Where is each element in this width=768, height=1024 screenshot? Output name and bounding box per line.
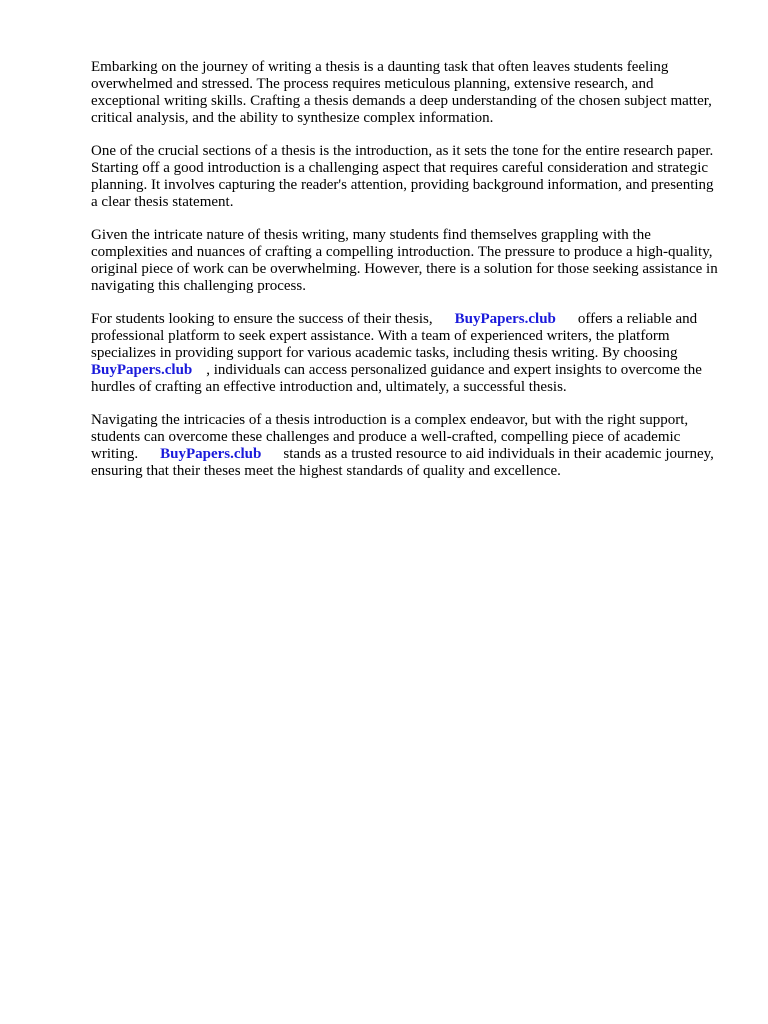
paragraph-text: , individuals can access personalized guidance and expert insights to overcome the hurdles of crafting an effective introduction and, ultimately, a successful thesis. — [91, 362, 702, 395]
paragraph-service-offer — [91, 311, 723, 396]
buypapers-link[interactable]: BuyPapers.club — [454, 311, 556, 327]
paragraph-introduction-section: One of the crucial sections of a thesis is the introduction, as it sets the tone for the entire research paper. Starting off a good introduction is a challenging aspect that requires careful consideration and strategic planning. It involves capturing the reader's attention, providing background information, and presenting a clear thesis statement. — [91, 143, 714, 210]
paragraph-text: Navigating the intricacies of a thesis introduction is a complex endeavor, but with the right support, students can overcome these challenges and produce a well-crafted, compelling piece of academic writing. — [91, 412, 689, 462]
document-body — [91, 59, 723, 496]
buypapers-link[interactable]: BuyPapers.club — [160, 446, 262, 462]
paragraph-intro: Embarking on the journey of writing a thesis is a daunting task that often leaves students feeling overwhelmed and stressed. The process requires meticulous planning, extensive research, and exceptional writing skills. Crafting a thesis demands a deep understanding of the chosen subject matter, critical analysis, and the ability to synthesize complex information. — [91, 59, 712, 126]
buypapers-link[interactable]: BuyPapers.club — [91, 362, 193, 378]
paragraph-conclusion — [91, 412, 723, 480]
paragraph-text: offers a reliable and professional platform to seek expert assistance. With a team of experienced writers, the platform specializes in providing support for various academic tasks, including thesis writing. By choosing — [91, 311, 698, 361]
paragraph-challenges: Given the intricate nature of thesis writing, many students find themselves grappling with the complexities and nuances of crafting a compelling introduction. The pressure to produce a high-quality, original piece of work can be overwhelming. However, there is a solution for those seeking assistance in navigating this challenging process. — [91, 227, 718, 294]
paragraph-text: stands as a trusted resource to aid individuals in their academic journey, ensuring that their theses meet the highest standards of quality and excellence. — [91, 446, 714, 479]
paragraph-text: For students looking to ensure the success of their thesis, — [91, 311, 433, 327]
